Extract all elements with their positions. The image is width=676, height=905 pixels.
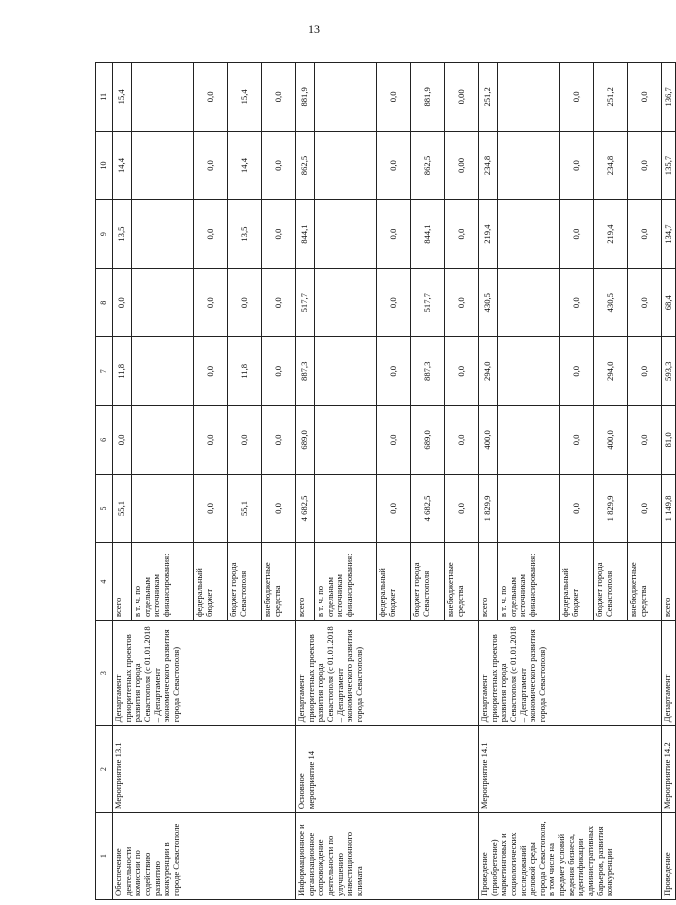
amount-cell: 294,0 [479,337,498,406]
executor: Департамент [662,621,676,726]
amount-cell: 4 682,5 [411,474,445,543]
amount-cell: 0,0 [262,337,296,406]
amount-cell [315,474,377,543]
amount-cell: 14,4 [113,131,132,200]
amount-cell: 0,0 [560,337,594,406]
amount-cell [132,337,194,406]
amount-cell: 0,00 [445,63,479,132]
activity-name: Информационное и организационное сопровождение деятельности по улучшению инвестиционного климата [296,813,479,900]
activity-name: Проведение [662,813,676,900]
amount-cell: 251,2 [479,63,498,132]
amount-cell: 0,0 [445,268,479,337]
column-number-row [96,63,113,900]
column-number: 7 [96,337,113,406]
activity-name: Проведение (приобретение) маркетинговых и социологических исследований деловой среды города Севастополя, в том числе на предмет условий ведения бизнеса, идентификации административных барьеров, развития конкуренции [479,813,662,900]
funding-source: федеральный бюджет [377,543,411,621]
funding-source: всего [296,543,315,621]
amount-cell: 0,0 [628,268,662,337]
table-row [662,63,676,900]
amount-cell: 0,0 [194,131,228,200]
amount-cell [132,474,194,543]
amount-cell: 4 682,5 [296,474,315,543]
page-number: 13 [308,22,320,36]
amount-cell [315,406,377,475]
amount-cell: 0,0 [262,406,296,475]
column-number: 9 [96,200,113,269]
amount-cell: 844,1 [296,200,315,269]
amount-cell: 400,0 [594,406,628,475]
amount-cell: 0,0 [445,337,479,406]
amount-cell: 251,2 [594,63,628,132]
amount-cell: 0,0 [262,200,296,269]
column-number: 5 [96,474,113,543]
amount-cell: 430,5 [594,268,628,337]
table-wrapper [95,62,673,900]
funding-source: федеральный бюджет [560,543,594,621]
activity-code: Мероприятие 14.1 [479,726,662,813]
amount-cell: 0,0 [560,200,594,269]
amount-cell [315,63,377,132]
amount-cell: 0,0 [445,406,479,475]
amount-cell [315,131,377,200]
executor: Департамент приоритетных проектов развития города Севастополя (с 01.01.2018 – Департамент экономического развития города Севастополя) [113,621,296,726]
column-number: 8 [96,268,113,337]
column-number: 6 [96,406,113,475]
column-number: 4 [96,543,113,621]
amount-cell: 0,0 [628,63,662,132]
amount-cell [498,200,560,269]
amount-cell: 55,1 [113,474,132,543]
amount-cell: 400,0 [479,406,498,475]
amount-cell: 0,0 [377,131,411,200]
amount-cell: 0,0 [262,268,296,337]
amount-cell: 0,0 [194,474,228,543]
amount-cell: 0,0 [262,131,296,200]
amount-cell: 219,4 [479,200,498,269]
amount-cell: 517,7 [296,268,315,337]
amount-cell [498,63,560,132]
amount-cell: 887,3 [296,337,315,406]
amount-cell [498,268,560,337]
amount-cell: 1 829,9 [479,474,498,543]
amount-cell [315,337,377,406]
amount-cell: 0,00 [445,131,479,200]
amount-cell: 0,0 [628,131,662,200]
table-row [113,63,132,900]
funding-source: в т. ч. по отдельным источникам финансирования: [315,543,377,621]
amount-cell: 0,0 [628,474,662,543]
amount-cell: 862,5 [411,131,445,200]
amount-cell: 13,5 [228,200,262,269]
amount-cell: 0,0 [377,406,411,475]
amount-cell: 55,1 [228,474,262,543]
amount-cell: 0,0 [560,131,594,200]
amount-cell: 0,0 [560,474,594,543]
amount-cell: 11,8 [228,337,262,406]
amount-cell: 881,9 [411,63,445,132]
amount-cell: 134,7 [662,200,676,269]
amount-cell: 15,4 [228,63,262,132]
amount-cell: 11,8 [113,337,132,406]
amount-cell: 689,0 [411,406,445,475]
amount-cell: 0,0 [628,406,662,475]
amount-cell: 13,5 [113,200,132,269]
amount-cell: 0,0 [560,268,594,337]
amount-cell: 136,7 [662,63,676,132]
amount-cell [132,131,194,200]
funding-source: внебюджетные средства [445,543,479,621]
amount-cell: 0,0 [262,63,296,132]
amount-cell: 219,4 [594,200,628,269]
funding-source: всего [479,543,498,621]
funding-source: бюджет города Севастополя [228,543,262,621]
amount-cell: 0,0 [445,200,479,269]
amount-cell: 135,7 [662,131,676,200]
funding-source: всего [113,543,132,621]
amount-cell: 0,0 [377,268,411,337]
amount-cell: 0,0 [194,406,228,475]
amount-cell: 862,5 [296,131,315,200]
amount-cell: 0,0 [194,200,228,269]
amount-cell: 0,0 [628,200,662,269]
funding-source: внебюджетные средства [628,543,662,621]
column-number: 10 [96,131,113,200]
amount-cell: 0,0 [194,337,228,406]
amount-cell: 0,0 [228,268,262,337]
column-number: 2 [96,726,113,813]
executor: Департамент приоритетных проектов развития города Севастополя (с 01.01.2018 – Департамент экономического развития города Севастополя) [479,621,662,726]
activity-name: Обеспечение деятельности комиссии по содействию развитию конкуренции в городе Севастополе [113,813,296,900]
amount-cell: 0,0 [377,337,411,406]
amount-cell: 0,0 [560,63,594,132]
activity-code: Мероприятие 13.1 [113,726,296,813]
column-number: 11 [96,63,113,132]
table-row [296,63,315,900]
activity-code: Основное мероприятие 14 [296,726,479,813]
amount-cell [498,337,560,406]
amount-cell: 0,0 [113,406,132,475]
amount-cell: 593,3 [662,337,676,406]
amount-cell [132,406,194,475]
amount-cell: 14,4 [228,131,262,200]
amount-cell: 430,5 [479,268,498,337]
amount-cell: 294,0 [594,337,628,406]
table-row [479,63,498,900]
amount-cell [315,200,377,269]
amount-cell [132,268,194,337]
amount-cell: 0,0 [113,268,132,337]
amount-cell: 0,0 [377,63,411,132]
amount-cell: 234,8 [594,131,628,200]
amount-cell: 81,0 [662,406,676,475]
amount-cell: 1 149,8 [662,474,676,543]
amount-cell: 689,0 [296,406,315,475]
amount-cell [498,474,560,543]
amount-cell: 0,0 [377,474,411,543]
funding-source: в т. ч. по отдельным источникам финансирования: [132,543,194,621]
amount-cell: 844,1 [411,200,445,269]
amount-cell: 234,8 [479,131,498,200]
activity-code: Мероприятие 14.2 [662,726,676,813]
funding-source: в т. ч. по отдельным источникам финансирования: [498,543,560,621]
funding-source: федеральный бюджет [194,543,228,621]
amount-cell [498,131,560,200]
column-number: 1 [96,813,113,900]
amount-cell: 1 829,9 [594,474,628,543]
table-body [96,63,676,900]
executor: Департамент приоритетных проектов развития города Севастополя (с 01.01.2018 – Департамент экономического развития города Севастополя) [296,621,479,726]
amount-cell: 517,7 [411,268,445,337]
funding-source: всего [662,543,676,621]
column-number: 3 [96,621,113,726]
funding-source: бюджет города Севастополя [411,543,445,621]
amount-cell: 0,0 [560,406,594,475]
funding-source: внебюджетные средства [262,543,296,621]
amount-cell: 887,3 [411,337,445,406]
amount-cell: 0,0 [377,200,411,269]
amount-cell: 0,0 [228,406,262,475]
amount-cell: 0,0 [628,337,662,406]
amount-cell: 881,9 [296,63,315,132]
amount-cell [132,200,194,269]
amount-cell [315,268,377,337]
amount-cell: 68,4 [662,268,676,337]
financing-table [95,62,676,900]
amount-cell: 0,0 [194,63,228,132]
amount-cell: 0,0 [194,268,228,337]
amount-cell: 15,4 [113,63,132,132]
amount-cell [498,406,560,475]
funding-source: бюджет города Севастополя [594,543,628,621]
amount-cell: 0,0 [445,474,479,543]
amount-cell: 0,0 [262,474,296,543]
amount-cell [132,63,194,132]
